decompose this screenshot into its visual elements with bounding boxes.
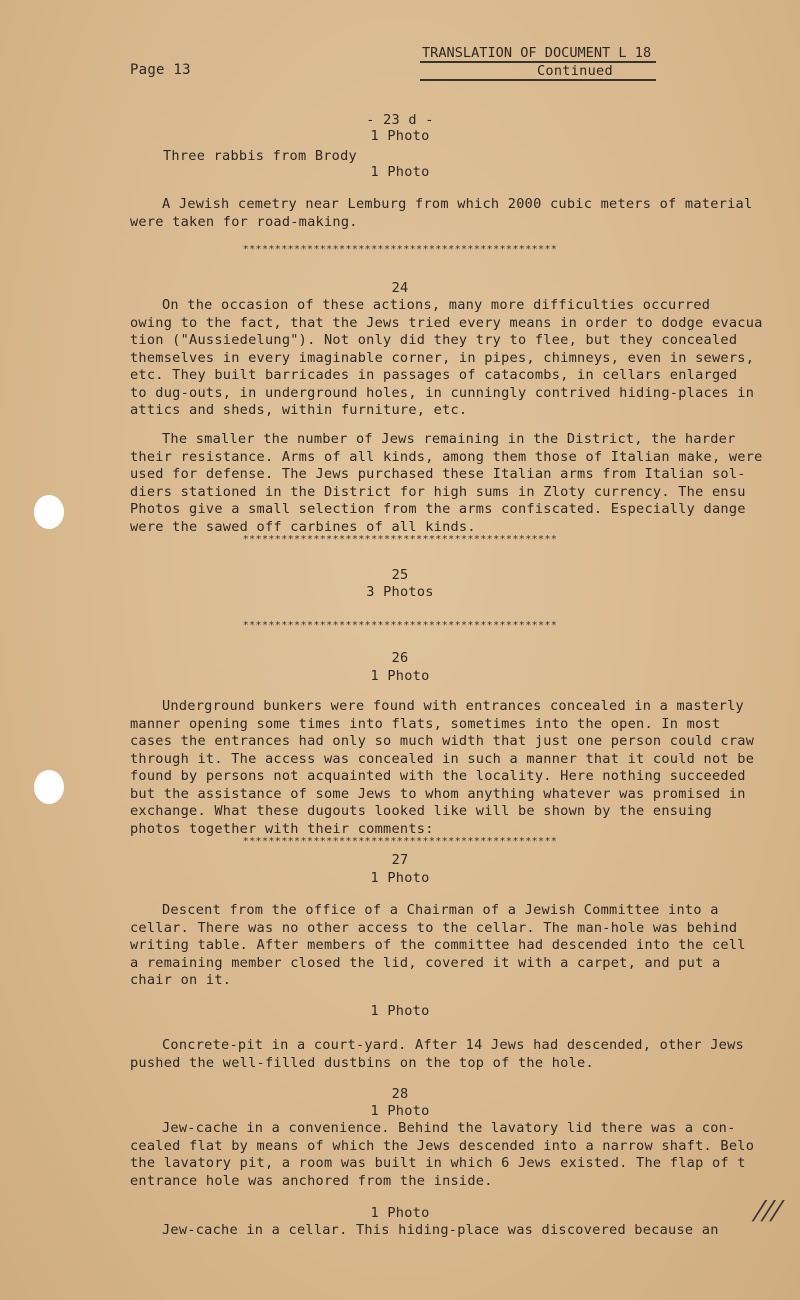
text-line: to dug-outs, in underground holes, in cunningly contrived hiding-places in: [130, 384, 755, 401]
separator-1: *************************************************: [242, 244, 558, 255]
text-line: A Jewish cemetry near Lemburg from which 2000 cubic meters of material: [162, 196, 753, 212]
separator-4: *************************************************: [242, 836, 558, 847]
section-27-number: 27: [391, 852, 409, 868]
text-line: pushed the well-filled dustbins on the top of the hole.: [130, 1054, 594, 1071]
text-line: a remaining member closed the lid, covered it with a carpet, and put a: [130, 954, 721, 971]
handwritten-tally-mark: ///: [750, 1196, 787, 1226]
section-27-photo-2: 1 Photo: [370, 1003, 430, 1019]
text-line: but the assistance of some Jews to whom anything whatever was promised in: [130, 785, 746, 802]
text-line: On the occasion of these actions, many more difficulties occurred: [162, 297, 711, 313]
text-line: used for defense. The Jews purchased these Italian arms from Italian sol-: [130, 466, 746, 482]
punch-hole-top: [34, 495, 64, 529]
section-24-para-2: [130, 431, 790, 536]
text-line: were taken for road-making.: [130, 213, 358, 230]
text-line: Underground bunkers were found with entrances concealed in a masterly: [162, 698, 744, 714]
text-line: themselves in every imaginable corner, in pipes, chimneys, even in sewers,: [130, 349, 755, 366]
section-23d-photo-1: 1 Photo: [370, 128, 430, 144]
text-line: through it. The access was concealed in such a manner that it could not be: [130, 750, 755, 767]
text-line: manner opening some times into flats, sometimes into the open. In most: [130, 715, 721, 732]
text-line: Jew-cache in a convenience. Behind the lavatory lid there was a con-: [162, 1120, 736, 1136]
text-line: cellar. There was no other access to the cellar. The man-hole was behind: [130, 919, 738, 936]
text-line: diers stationed in the District for high sums in Zloty currency. The ensu: [130, 483, 746, 500]
separator-3: *************************************************: [242, 620, 558, 631]
text-line: cealed flat by means of which the Jews descended into a narrow shaft. Belo: [130, 1137, 755, 1154]
section-23d-caption: Three rabbis from Brody: [163, 148, 357, 164]
continued-label: Continued: [537, 63, 613, 79]
section-26-number: 26: [391, 650, 409, 666]
continued-rule: [420, 79, 656, 81]
text-line: Photos give a small selection from the arms confiscated. Especially dange: [130, 501, 746, 517]
text-line: tion ("Aussiedelung"). Not only did they try to flee, but they concealed: [130, 332, 738, 348]
text-line: entrance hole was anchored from the inside.: [130, 1172, 493, 1189]
punch-hole-bottom: [34, 770, 64, 804]
section-28-text-1: [130, 1120, 790, 1190]
text-line: the lavatory pit, a room was built in which 6 Jews existed. The flap of t: [130, 1155, 746, 1171]
text-line: photos together with their comments:: [130, 820, 434, 837]
text-line: etc. They built barricades in passages of catacombs, in cellars enlarged: [130, 367, 738, 383]
text-line: found by persons not acquainted with the locality. Here nothing succeeded: [130, 768, 746, 784]
text-line: The smaller the number of Jews remaining in the District, the harder: [162, 431, 736, 447]
section-23d-photo-2: 1 Photo: [370, 164, 430, 180]
section-23d-text: [130, 196, 790, 231]
document-title: TRANSLATION OF DOCUMENT L 18: [422, 45, 652, 61]
text-line: Concrete-pit in a court-yard. After 14 Jews had descended, other Jews: [162, 1037, 744, 1053]
page-number: Page 13: [130, 62, 191, 78]
text-line: their resistance. Arms of all kinds, among them those of Italian make, were: [130, 448, 763, 465]
section-25-photos: 3 Photos: [366, 584, 434, 600]
text-line: cases the entrances had only so much width that just one person could craw: [130, 733, 755, 749]
section-28-photo-2: 1 Photo: [370, 1205, 430, 1221]
section-26-text: [130, 698, 790, 838]
separator-2: *************************************************: [242, 534, 558, 545]
section-27-photo-1: 1 Photo: [370, 870, 430, 886]
section-25-number: 25: [391, 567, 409, 583]
text-line: writing table. After members of the committee had descended into the cell: [130, 937, 746, 953]
section-27-text-2: [130, 1037, 790, 1072]
section-24-number: 24: [391, 280, 409, 296]
text-line: Jew-cache in a cellar. This hiding-place was discovered because an: [162, 1222, 719, 1238]
text-line: attics and sheds, within furniture, etc.: [130, 402, 468, 418]
text-line: chair on it.: [130, 972, 232, 988]
section-26-photo: 1 Photo: [370, 668, 430, 684]
section-28-photo-1: 1 Photo: [370, 1103, 430, 1119]
text-line: Descent from the office of a Chairman of a Jewish Committee into a: [162, 902, 719, 918]
section-23d-number: - 23 d -: [366, 112, 434, 128]
section-24-para-1: [130, 297, 790, 420]
section-28-text-2: [130, 1222, 790, 1240]
text-line: exchange. What these dugouts looked like will be shown by the ensuing: [130, 803, 712, 819]
section-27-text-1: [130, 902, 790, 990]
section-28-number: 28: [391, 1086, 409, 1102]
text-line: owing to the fact, that the Jews tried every means in order to dodge evacua: [130, 314, 763, 331]
text-line: were the sawed off carbines of all kinds.: [130, 518, 476, 535]
